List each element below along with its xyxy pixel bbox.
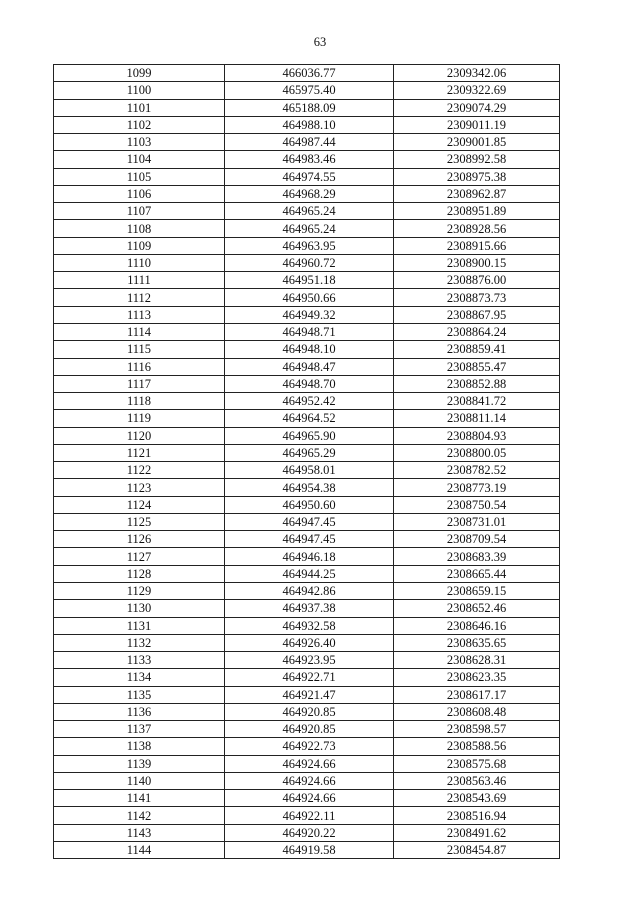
point-number-cell: 1144 — [54, 841, 225, 858]
y-coordinate-cell: 2308491.62 — [394, 824, 560, 841]
table-row — [54, 168, 560, 185]
x-coordinate-cell: 464920.85 — [225, 703, 394, 720]
y-coordinate-cell: 2308975.38 — [394, 168, 560, 185]
y-coordinate-cell: 2308608.48 — [394, 703, 560, 720]
point-number-cell: 1141 — [54, 790, 225, 807]
table-row — [54, 669, 560, 686]
y-coordinate-cell: 2308773.19 — [394, 479, 560, 496]
x-coordinate-cell: 464937.38 — [225, 600, 394, 617]
y-coordinate-cell: 2308617.17 — [394, 686, 560, 703]
table-row — [54, 617, 560, 634]
y-coordinate-cell: 2308951.89 — [394, 203, 560, 220]
table-row — [54, 462, 560, 479]
y-coordinate-cell: 2308859.41 — [394, 341, 560, 358]
point-number-cell: 1127 — [54, 548, 225, 565]
point-number-cell: 1126 — [54, 531, 225, 548]
table-row — [54, 306, 560, 323]
x-coordinate-cell: 464951.18 — [225, 272, 394, 289]
table-row — [54, 82, 560, 99]
table-row — [54, 548, 560, 565]
y-coordinate-cell: 2308915.66 — [394, 237, 560, 254]
x-coordinate-cell: 464924.66 — [225, 790, 394, 807]
y-coordinate-cell: 2308628.31 — [394, 652, 560, 669]
y-coordinate-cell: 2308683.39 — [394, 548, 560, 565]
point-number-cell: 1100 — [54, 82, 225, 99]
y-coordinate-cell: 2309074.29 — [394, 99, 560, 116]
table-row — [54, 565, 560, 582]
table-row — [54, 323, 560, 340]
table-row — [54, 531, 560, 548]
y-coordinate-cell: 2308646.16 — [394, 617, 560, 634]
table-row — [54, 151, 560, 168]
table-row — [54, 237, 560, 254]
table-row — [54, 479, 560, 496]
y-coordinate-cell: 2308782.52 — [394, 462, 560, 479]
y-coordinate-cell: 2308731.01 — [394, 513, 560, 530]
x-coordinate-cell: 464965.24 — [225, 220, 394, 237]
x-coordinate-cell: 464920.85 — [225, 721, 394, 738]
x-coordinate-cell: 464965.29 — [225, 444, 394, 461]
x-coordinate-cell: 464965.90 — [225, 427, 394, 444]
point-number-cell: 1109 — [54, 237, 225, 254]
point-number-cell: 1138 — [54, 738, 225, 755]
x-coordinate-cell: 465188.09 — [225, 99, 394, 116]
table-row — [54, 790, 560, 807]
table-row — [54, 824, 560, 841]
point-number-cell: 1115 — [54, 341, 225, 358]
y-coordinate-cell: 2308659.15 — [394, 582, 560, 599]
table-row — [54, 375, 560, 392]
y-coordinate-cell: 2308598.57 — [394, 721, 560, 738]
table-row — [54, 738, 560, 755]
table-row — [54, 341, 560, 358]
point-number-cell: 1110 — [54, 254, 225, 271]
x-coordinate-cell: 464965.24 — [225, 203, 394, 220]
point-number-cell: 1129 — [54, 582, 225, 599]
point-number-cell: 1134 — [54, 669, 225, 686]
table-row — [54, 254, 560, 271]
x-coordinate-cell: 464946.18 — [225, 548, 394, 565]
x-coordinate-cell: 464922.11 — [225, 807, 394, 824]
table-row — [54, 185, 560, 202]
table-row — [54, 444, 560, 461]
table-row — [54, 634, 560, 651]
coordinates-table — [53, 64, 560, 859]
point-number-cell: 1140 — [54, 772, 225, 789]
table-row — [54, 600, 560, 617]
table-row — [54, 772, 560, 789]
table-row — [54, 116, 560, 133]
x-coordinate-cell: 464960.72 — [225, 254, 394, 271]
point-number-cell: 1124 — [54, 496, 225, 513]
y-coordinate-cell: 2308804.93 — [394, 427, 560, 444]
y-coordinate-cell: 2308635.65 — [394, 634, 560, 651]
x-coordinate-cell: 464963.95 — [225, 237, 394, 254]
y-coordinate-cell: 2308852.88 — [394, 375, 560, 392]
y-coordinate-cell: 2308454.87 — [394, 841, 560, 858]
table-row — [54, 203, 560, 220]
point-number-cell: 1125 — [54, 513, 225, 530]
y-coordinate-cell: 2308900.15 — [394, 254, 560, 271]
x-coordinate-cell: 464924.66 — [225, 755, 394, 772]
y-coordinate-cell: 2308652.46 — [394, 600, 560, 617]
x-coordinate-cell: 464947.45 — [225, 513, 394, 530]
table-row — [54, 513, 560, 530]
x-coordinate-cell: 464948.71 — [225, 323, 394, 340]
table-row — [54, 358, 560, 375]
point-number-cell: 1104 — [54, 151, 225, 168]
x-coordinate-cell: 464987.44 — [225, 134, 394, 151]
point-number-cell: 1108 — [54, 220, 225, 237]
point-number-cell: 1130 — [54, 600, 225, 617]
x-coordinate-cell: 464958.01 — [225, 462, 394, 479]
point-number-cell: 1123 — [54, 479, 225, 496]
point-number-cell: 1118 — [54, 393, 225, 410]
point-number-cell: 1101 — [54, 99, 225, 116]
point-number-cell: 1107 — [54, 203, 225, 220]
y-coordinate-cell: 2308750.54 — [394, 496, 560, 513]
point-number-cell: 1102 — [54, 116, 225, 133]
x-coordinate-cell: 464948.47 — [225, 358, 394, 375]
y-coordinate-cell: 2308855.47 — [394, 358, 560, 375]
y-coordinate-cell: 2308588.56 — [394, 738, 560, 755]
table-row — [54, 410, 560, 427]
y-coordinate-cell: 2308543.69 — [394, 790, 560, 807]
x-coordinate-cell: 464922.71 — [225, 669, 394, 686]
table-row — [54, 652, 560, 669]
table-row — [54, 686, 560, 703]
point-number-cell: 1137 — [54, 721, 225, 738]
x-coordinate-cell: 464942.86 — [225, 582, 394, 599]
table-row — [54, 841, 560, 858]
y-coordinate-cell: 2308665.44 — [394, 565, 560, 582]
table-row — [54, 807, 560, 824]
table-row — [54, 721, 560, 738]
point-number-cell: 1133 — [54, 652, 225, 669]
y-coordinate-cell: 2309011.19 — [394, 116, 560, 133]
point-number-cell: 1136 — [54, 703, 225, 720]
table-row — [54, 272, 560, 289]
y-coordinate-cell: 2308709.54 — [394, 531, 560, 548]
table-row — [54, 65, 560, 82]
x-coordinate-cell: 466036.77 — [225, 65, 394, 82]
x-coordinate-cell: 465975.40 — [225, 82, 394, 99]
y-coordinate-cell: 2308575.68 — [394, 755, 560, 772]
x-coordinate-cell: 464950.60 — [225, 496, 394, 513]
table-row — [54, 496, 560, 513]
point-number-cell: 1106 — [54, 185, 225, 202]
point-number-cell: 1119 — [54, 410, 225, 427]
point-number-cell: 1105 — [54, 168, 225, 185]
point-number-cell: 1111 — [54, 272, 225, 289]
x-coordinate-cell: 464920.22 — [225, 824, 394, 841]
point-number-cell: 1117 — [54, 375, 225, 392]
x-coordinate-cell: 464922.73 — [225, 738, 394, 755]
point-number-cell: 1132 — [54, 634, 225, 651]
table-row — [54, 99, 560, 116]
x-coordinate-cell: 464968.29 — [225, 185, 394, 202]
point-number-cell: 1112 — [54, 289, 225, 306]
y-coordinate-cell: 2308864.24 — [394, 323, 560, 340]
table-row — [54, 703, 560, 720]
point-number-cell: 1128 — [54, 565, 225, 582]
x-coordinate-cell: 464964.52 — [225, 410, 394, 427]
y-coordinate-cell: 2309001.85 — [394, 134, 560, 151]
y-coordinate-cell: 2308623.35 — [394, 669, 560, 686]
y-coordinate-cell: 2308867.95 — [394, 306, 560, 323]
x-coordinate-cell: 464952.42 — [225, 393, 394, 410]
table-row — [54, 393, 560, 410]
y-coordinate-cell: 2308876.00 — [394, 272, 560, 289]
x-coordinate-cell: 464949.32 — [225, 306, 394, 323]
point-number-cell: 1116 — [54, 358, 225, 375]
table-row — [54, 289, 560, 306]
page-number: 63 — [313, 35, 327, 49]
x-coordinate-cell: 464988.10 — [225, 116, 394, 133]
point-number-cell: 1139 — [54, 755, 225, 772]
x-coordinate-cell: 464919.58 — [225, 841, 394, 858]
point-number-cell: 1122 — [54, 462, 225, 479]
y-coordinate-cell: 2309322.69 — [394, 82, 560, 99]
coordinates-table-body — [54, 65, 560, 859]
table-row — [54, 134, 560, 151]
table-row — [54, 220, 560, 237]
x-coordinate-cell: 464923.95 — [225, 652, 394, 669]
x-coordinate-cell: 464944.25 — [225, 565, 394, 582]
point-number-cell: 1113 — [54, 306, 225, 323]
x-coordinate-cell: 464948.10 — [225, 341, 394, 358]
x-coordinate-cell: 464974.55 — [225, 168, 394, 185]
y-coordinate-cell: 2309342.06 — [394, 65, 560, 82]
point-number-cell: 1103 — [54, 134, 225, 151]
point-number-cell: 1142 — [54, 807, 225, 824]
x-coordinate-cell: 464983.46 — [225, 151, 394, 168]
x-coordinate-cell: 464932.58 — [225, 617, 394, 634]
y-coordinate-cell: 2308841.72 — [394, 393, 560, 410]
y-coordinate-cell: 2308563.46 — [394, 772, 560, 789]
table-row — [54, 427, 560, 444]
point-number-cell: 1135 — [54, 686, 225, 703]
y-coordinate-cell: 2308928.56 — [394, 220, 560, 237]
point-number-cell: 1121 — [54, 444, 225, 461]
point-number-cell: 1099 — [54, 65, 225, 82]
x-coordinate-cell: 464921.47 — [225, 686, 394, 703]
point-number-cell: 1114 — [54, 323, 225, 340]
table-row — [54, 582, 560, 599]
table-row — [54, 755, 560, 772]
x-coordinate-cell: 464947.45 — [225, 531, 394, 548]
y-coordinate-cell: 2308962.87 — [394, 185, 560, 202]
point-number-cell: 1120 — [54, 427, 225, 444]
y-coordinate-cell: 2308811.14 — [394, 410, 560, 427]
y-coordinate-cell: 2308992.58 — [394, 151, 560, 168]
x-coordinate-cell: 464948.70 — [225, 375, 394, 392]
x-coordinate-cell: 464924.66 — [225, 772, 394, 789]
x-coordinate-cell: 464926.40 — [225, 634, 394, 651]
y-coordinate-cell: 2308516.94 — [394, 807, 560, 824]
x-coordinate-cell: 464950.66 — [225, 289, 394, 306]
point-number-cell: 1143 — [54, 824, 225, 841]
y-coordinate-cell: 2308800.05 — [394, 444, 560, 461]
y-coordinate-cell: 2308873.73 — [394, 289, 560, 306]
x-coordinate-cell: 464954.38 — [225, 479, 394, 496]
point-number-cell: 1131 — [54, 617, 225, 634]
